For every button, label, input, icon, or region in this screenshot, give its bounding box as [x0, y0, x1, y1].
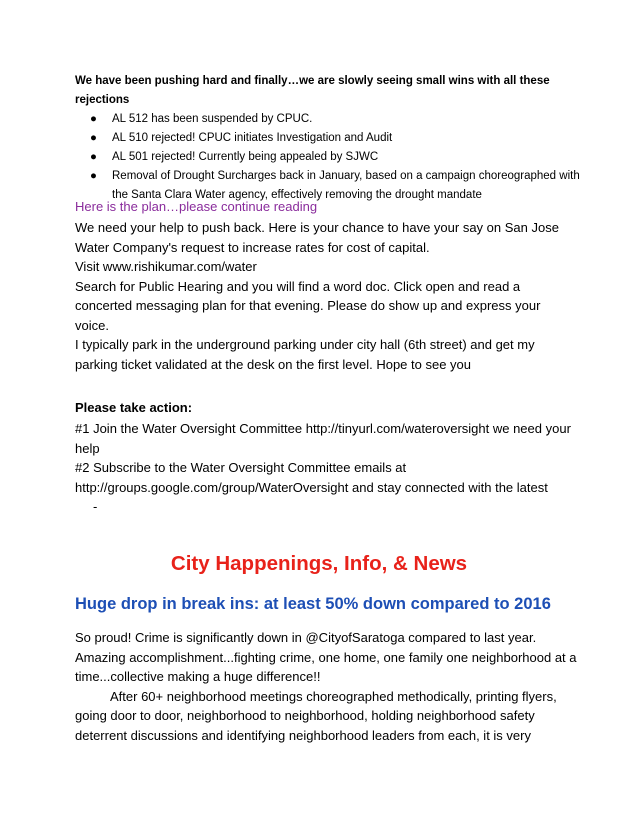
bullet-item [90, 110, 580, 129]
action-dash: - [93, 499, 98, 514]
plan-body [75, 218, 559, 374]
article-line: After 60+ neighborhood meetings choreographed methodically, printing flyers, [110, 688, 557, 704]
bullet-dot-icon: ● [90, 113, 97, 125]
bullet-dot-icon: ● [90, 170, 97, 182]
bullet-dot-icon: ● [90, 132, 97, 144]
action-line: #2 Subscribe to the Water Oversight Committee emails at [75, 460, 407, 475]
wins-bullet-list [90, 110, 580, 205]
plan-line: concerted messaging plan for that evening. Please do show up and express your [75, 298, 541, 313]
bullet-item [90, 148, 580, 167]
bullet-text: the Santa Clara Water agency, effectively removing the drought mandate [112, 189, 482, 201]
plan-line: We need your help to push back. Here is your chance to have your say on San Jose [75, 220, 559, 235]
plan-line: voice. [75, 317, 109, 333]
action-heading: Please take action: [75, 400, 193, 415]
bullet-text: AL 510 rejected! CPUC initiates Investigation and Audit [112, 132, 393, 144]
plan-line: Water Company's request to increase rates for cost of capital. [75, 239, 430, 255]
article-line: So proud! Crime is significantly down in @CityofSaratoga compared to last year. [75, 630, 537, 645]
action-line: http://groups.google.com/group/WaterOversight and stay connected with the latest [75, 479, 548, 495]
plan-line: Visit www.rishikumar.com/water [75, 259, 257, 274]
article-line: time...collective making a huge difference!! [75, 669, 321, 684]
article-title: Huge drop in break ins: at least 50% down compared to 2016 [75, 595, 551, 613]
intro-heading-line: We have been pushing hard and finally…we are slowly seeing small wins with all these [75, 75, 550, 87]
article-line: Amazing accomplishment...fighting crime, one home, one family one neighborhood at a [75, 649, 577, 665]
plan-line: Search for Public Hearing and you will find a word doc. Click open and read a [75, 278, 521, 294]
section-title: City Happenings, Info, & News [170, 552, 468, 575]
plan-line: I typically park in the underground parking under city hall (6th street) and get my [75, 337, 535, 352]
plan-link[interactable]: Here is the plan…please continue reading [75, 199, 318, 214]
action-body [75, 419, 571, 517]
bullet-item [90, 129, 580, 148]
bullet-text: AL 512 has been suspended by CPUC. [112, 113, 313, 125]
bullet-text: AL 501 rejected! Currently being appealed by SJWC [112, 151, 379, 163]
article-body [75, 628, 577, 745]
plan-line: parking ticket validated at the desk on the first level. Hope to see you [75, 356, 472, 372]
action-line: #1 Join the Water Oversight Committee http://tinyurl.com/wateroversight we need your [75, 421, 571, 436]
intro-heading [75, 72, 550, 110]
article-line: deterrent discussions and identifying neighborhood leaders from each, it is very [75, 727, 531, 743]
bullet-text: Removal of Drought Surcharges back in January, based on a campaign choreographed with [112, 170, 580, 182]
article-line: going door to door, neighborhood to neighborhood, holding neighborhood safety [75, 708, 535, 723]
intro-heading-line: rejections [75, 94, 130, 106]
action-line: help [75, 440, 100, 456]
bullet-dot-icon: ● [90, 151, 97, 163]
